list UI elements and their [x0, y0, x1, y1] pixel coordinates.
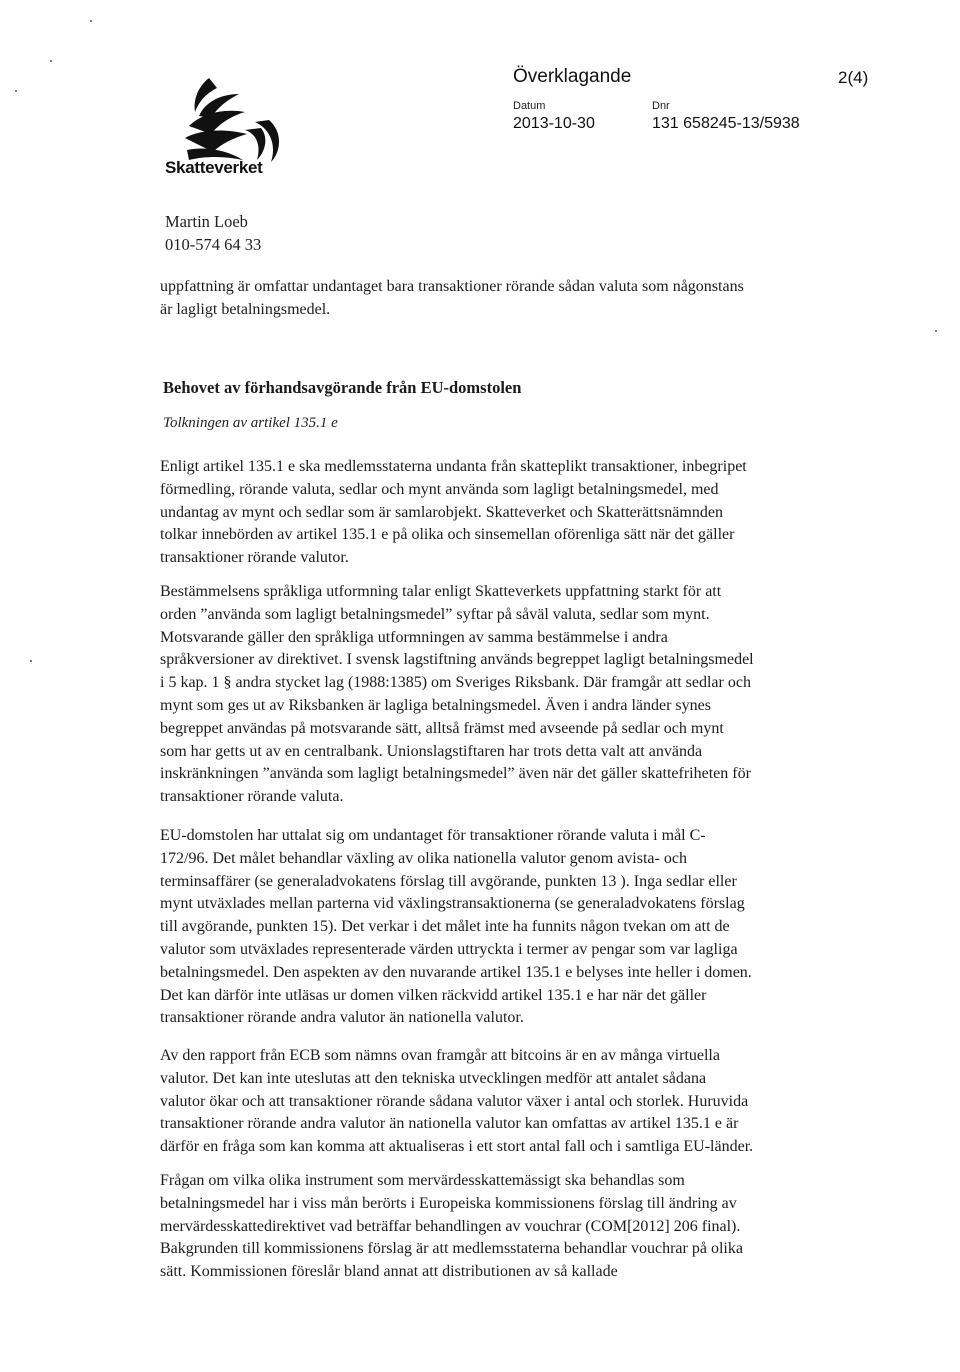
text-line: Bestämmelsens språkliga utformning talar enligt Skatteverkets uppfattning starkt för att: [160, 583, 722, 600]
text-line: mervärdesskattedirektivet vad beträffar behandlingen av vouchrar (COM[2012] 206 final).: [160, 1217, 741, 1235]
text-line: transaktioner rörande andra valutor än nationella valutor.: [160, 1009, 524, 1027]
section-heading: Behovet av förhandsavgörande från EU-domstolen: [163, 378, 522, 397]
paragraph-3: [160, 825, 860, 1030]
text-line: valutor. Det kan inte uteslutas att den tekniska utvecklingen medför att antalet sådana: [160, 1069, 707, 1087]
text-line: därför en fråga som kan komma att aktualiseras i ett stort antal fall och i samtliga EU-länder.: [160, 1138, 754, 1156]
text-line: Det kan därför inte utläsas ur domen vilken räckvidd artikel 135.1 e har när det gäller: [160, 986, 707, 1004]
dnr-value: 131 658245-13/5938: [652, 115, 800, 132]
page-number: 2(4): [838, 68, 869, 87]
text-line: 172/96. Det målet behandlar växling av olika nationella valutor genom avista- och: [160, 849, 687, 867]
text-line: förmedling, rörande valuta, sedlar och mynt använda som lagligt betalningsmedel, med: [160, 480, 719, 498]
scan-speck: [935, 330, 937, 332]
contact-name: Martin Loeb: [165, 212, 248, 231]
text-line: transaktioner rörande valutor.: [160, 549, 349, 567]
text-line: som har getts ut av en centralbank. Unionslagstiftaren har trots detta valt att använda: [160, 742, 703, 760]
logo-text: Skatteverket: [165, 158, 263, 177]
text-line: inskränkningen ”använda som lagligt betalningsmedel” även när det gäller skattefriheten för: [160, 765, 751, 783]
section-subheading: Tolkningen av artikel 135.1 e: [163, 415, 338, 431]
text-line: undantag av mynt och sedlar som är samlarobjekt. Skatteverket och Skatterättsnämnden: [160, 503, 723, 521]
paragraph-5: [160, 1170, 860, 1284]
text-line: betalningsmedel har i viss mån berörts i Europeiska kommissionens förslag till ändring av: [160, 1194, 737, 1212]
paragraph-2: [160, 581, 860, 809]
datum-value: 2013-10-30: [513, 115, 595, 132]
text-line: Enligt artikel 135.1 e ska medlemsstaterna undanta från skatteplikt transaktioner, inbegripet: [160, 458, 747, 475]
text-line: i 5 kap. 1 § andra stycket lag (1988:1385) om Sveriges Riksbank. Där framgår att sedlar och: [160, 674, 751, 692]
paragraph-1: [160, 456, 860, 570]
text-line: Av den rapport från ECB som nämns ovan framgår att bitcoins är en av många virtuella: [160, 1047, 720, 1064]
text-line: uppfattning är omfattar undantaget bara transaktioner rörande sådan valuta som någonstans: [160, 278, 744, 295]
text-line: terminsaffärer (se generaladvokatens förslag till avgörande, punkten 13 ). Inga sedlar eller: [160, 872, 737, 890]
text-line: sätt. Kommissionen föreslår bland annat att distributionen av så kallade: [160, 1263, 618, 1281]
text-line: valutor ökar och att transaktioner rörande sådana valutor växer i antal och storlek. Huruvida: [160, 1092, 749, 1110]
contact-phone: 010-574 64 33: [165, 235, 262, 254]
text-line: mynt som ges ut av Riksbanken är lagliga betalningsmedel. Även i andra länder synes: [160, 696, 711, 714]
scan-speck: [90, 20, 92, 22]
text-line: begreppet användas på motsvarande sätt, alltså främst med avseende på sedlar och mynt: [160, 719, 724, 737]
text-line: betalningsmedel. Den aspekten av den nuvarande artikel 135.1 e belyses inte heller i domen.: [160, 963, 752, 981]
text-line: tolkar innebörden av artikel 135.1 e på olika och sinsemellan oförenliga sätt när det gäller: [160, 526, 735, 544]
text-line: orden ”använda som lagligt betalningsmedel” syftar på såväl valuta, sedlar som mynt.: [160, 605, 710, 623]
scan-speck: [15, 90, 17, 92]
text-line: språkversioner av direktivet. I svensk lagstiftning används begreppet lagligt betalningsmedel: [160, 651, 754, 669]
paragraph-4: [160, 1045, 860, 1159]
text-line: EU-domstolen har uttalat sig om undantaget för transaktioner rörande valuta i mål C-: [160, 827, 706, 844]
text-line: Frågan om vilka olika instrument som mervärdesskattemässigt ska behandlas som: [160, 1172, 685, 1189]
text-line: mynt utväxlades mellan parterna vid växlingstransaktionerna (se generaladvokatens förslag: [160, 895, 745, 913]
document-title: Överklagande: [513, 66, 632, 87]
scan-speck: [50, 60, 52, 62]
text-line: är lagligt betalningsmedel.: [160, 300, 331, 318]
dnr-label: Dnr: [652, 100, 670, 112]
contact-block: [165, 210, 261, 256]
datum-label: Datum: [513, 100, 546, 112]
intro-paragraph: [160, 276, 860, 322]
text-line: valutor som utväxlades representerade värden uttryckta i termer av pengar som var lagliga: [160, 940, 738, 958]
scan-speck: [30, 660, 32, 662]
text-line: transaktioner rörande andra valutor än nationella valutor kan omfattas av artikel 135.1 e är: [160, 1115, 739, 1133]
text-line: Motsvarande gäller den språkliga utformningen av samma bestämmelse i andra: [160, 628, 668, 646]
text-line: transaktioner rörande valuta.: [160, 788, 344, 806]
text-line: Bakgrunden till kommissionens förslag är att medlemsstaterna behandlar vouchrar på olika: [160, 1240, 743, 1258]
text-line: till avgörande, punkten 15). Det verkar i det målet inte ha funnits någon tvekan om att de: [160, 918, 730, 936]
